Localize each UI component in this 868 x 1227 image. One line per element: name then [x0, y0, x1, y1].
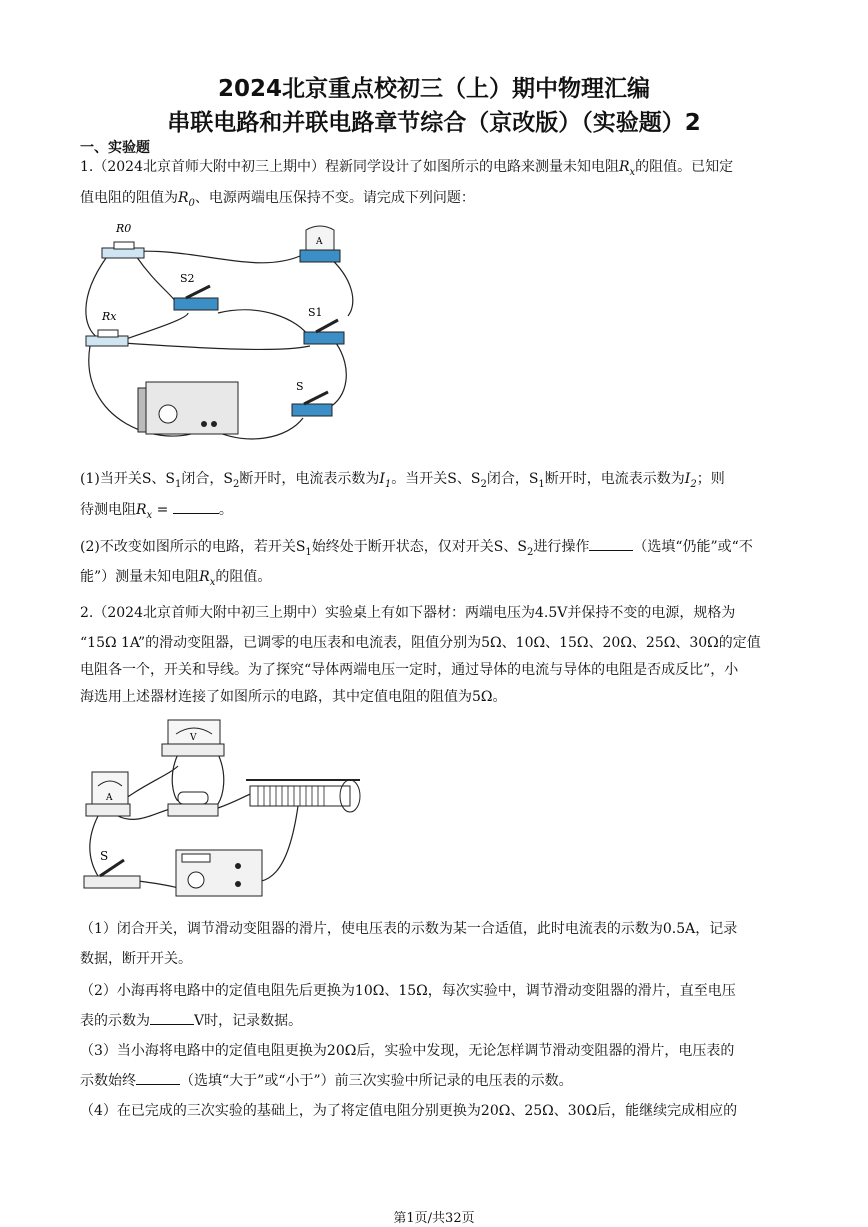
- q1-intro-line2: 值电阻的阻值为$R_0$、电源两端电压保持不变。请完成下列问题：: [80, 190, 475, 209]
- power-supply: [138, 382, 238, 434]
- s-switch: [292, 380, 332, 416]
- q2-sub2-line2: 表的示数为 V时，记录数据。: [80, 1006, 792, 1036]
- answer-blank[interactable]: [150, 1008, 194, 1025]
- s1-switch: [304, 306, 344, 344]
- q2-line4: 海选用上述器材连接了如图所示的电路，其中定值电阻的阻值为5Ω。: [80, 689, 507, 705]
- q2-sub1-line2: 数据，断开开关。: [80, 951, 192, 967]
- svg-text:S2: S2: [180, 272, 195, 285]
- q1-circuit-figure: [78, 218, 368, 458]
- svg-text:S: S: [296, 380, 304, 393]
- q2-sub2: （2）小海再将电路中的定值电阻先后更换为10Ω、15Ω，每次实验中，调节滑动变阻器的滑片，直至电压: [80, 983, 736, 999]
- q1-part2: (2)不改变如图所示的电路，若开关$S_1$始终处于断开状态，仅对开关S、$S_2$进行操作 （选填“仍能”或“不: [80, 532, 792, 568]
- page-subtitle: 串联电路和并联电路章节综合（京改版）（实验题）2: [167, 110, 701, 136]
- svg-text:A: A: [316, 237, 323, 247]
- q2-circuit-figure: [78, 716, 368, 906]
- q2-sub4: （4）在已完成的三次实验的基础上，为了将定值电阻分别更换为20Ω、25Ω、30Ω后，能继续完成相应的: [80, 1103, 738, 1119]
- svg-text:R0: R0: [116, 222, 132, 235]
- svg-text:S1: S1: [308, 306, 323, 319]
- slide-rheostat: [246, 780, 360, 812]
- q2-line3: 电阻各一个，开关和导线。为了探究“导体两端电压一定时，通过导体的电流与导体的电阻是否成反比”，小: [80, 662, 739, 678]
- q1-intro: 1.（2024北京首师大附中初三上期中）程新同学设计了如图所示的电路来测量未知电阻$R_x$的阻值。已知定: [80, 159, 734, 178]
- q2-sub3-line2: 示数始终 （选填“大于”或“小于”）前三次实验中所记录的电压表的示数。: [80, 1066, 792, 1096]
- s2-switch: [174, 272, 218, 310]
- svg-text:A: A: [106, 793, 113, 803]
- q1-part1-line2: 待测电阻$R_x$ = 。: [80, 495, 792, 531]
- q1-part1: (1)当开关S、$S_1$闭合，$S_2$断开时，电流表示数为$I_1$。当开关S、$S_2$闭合，$S_1$断开时，电流表示数为$I_2$；则: [80, 471, 725, 490]
- rx-resistor: [86, 310, 128, 346]
- q2-line2: “15Ω 1A”的滑动变阻器，已调零的电压表和电流表，阻值分别为5Ω、10Ω、15Ω、20Ω、25Ω、30Ω的定值: [80, 635, 761, 651]
- page-footer: 第1页/共32页: [393, 1211, 475, 1226]
- answer-blank[interactable]: [173, 497, 219, 514]
- ammeter: [300, 226, 340, 262]
- fixed-resistor: [168, 792, 218, 816]
- q2-sub3: （3）当小海将电路中的定值电阻更换为20Ω后，实验中发现，无论怎样调节滑动变阻器的滑片，电压表的: [80, 1043, 735, 1059]
- ammeter-a: [86, 772, 130, 816]
- svg-text:V: V: [190, 733, 197, 743]
- svg-text:S: S: [100, 849, 109, 863]
- svg-text:Rx: Rx: [102, 310, 117, 323]
- section-heading: 一、实验题: [80, 140, 150, 156]
- q1-part2-line2: 能”）测量未知电阻$R_x$的阻值。: [80, 569, 272, 588]
- voltmeter-v: [162, 720, 224, 756]
- q2-line1: 2.（2024北京首师大附中初三上期中）实验桌上有如下器材：两端电压为4.5V并保持不变的电源，规格为: [80, 605, 736, 621]
- r0-resistor: [102, 222, 144, 258]
- switch-s: [84, 849, 140, 888]
- answer-blank[interactable]: [589, 534, 633, 551]
- page-title: 2024北京重点校初三（上）期中物理汇编: [217, 76, 650, 102]
- answer-blank[interactable]: [136, 1068, 180, 1085]
- q2-sub1: （1）闭合开关，调节滑动变阻器的滑片，使电压表的示数为某一合适值，此时电流表的示数为0.5A，记录: [80, 921, 738, 937]
- power-supply: [176, 850, 262, 896]
